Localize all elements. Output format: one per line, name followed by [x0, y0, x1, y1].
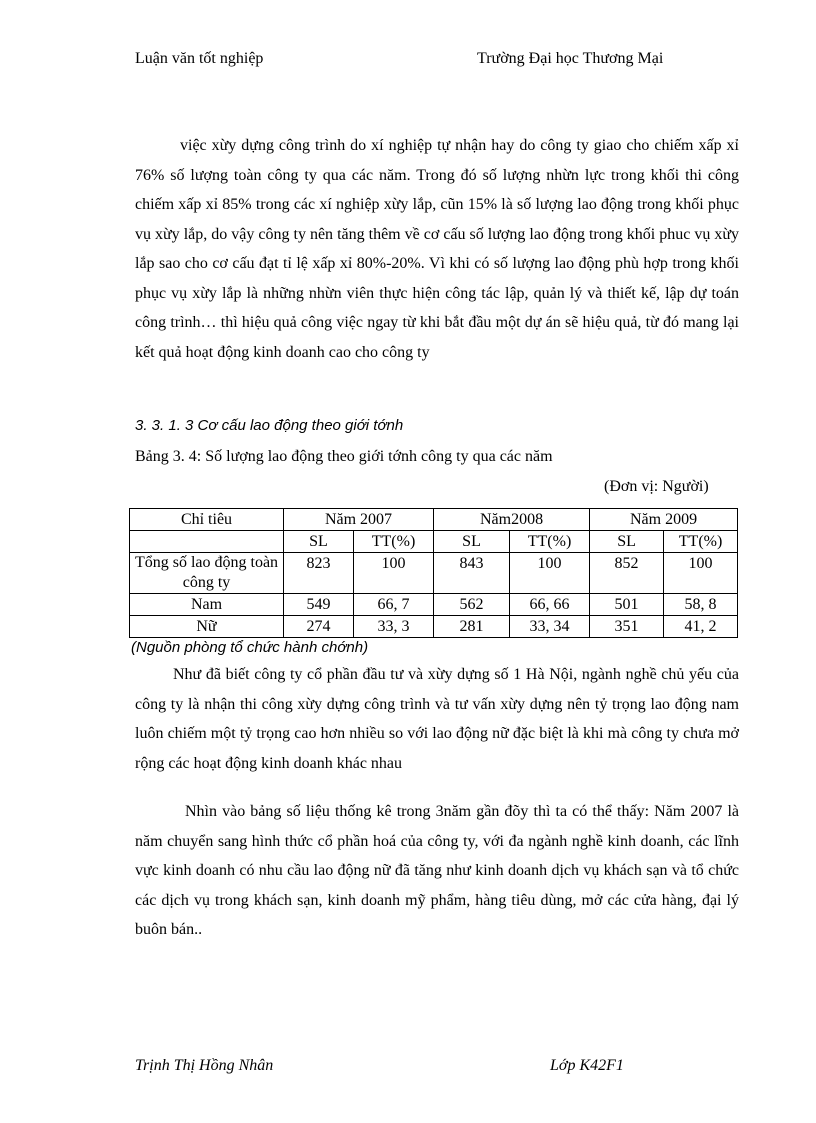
subheader-tt: TT(%): [510, 531, 590, 553]
table-caption: Bảng 3. 4: Số lượng lao động theo giới tớnh công ty qua các năm: [135, 448, 553, 465]
cell-value: 562: [434, 594, 510, 616]
cell-value: 843: [434, 553, 510, 594]
cell-value: 852: [590, 553, 664, 594]
cell-value: 281: [434, 616, 510, 638]
cell-value: 823: [284, 553, 354, 594]
table-source-note: (Nguồn phòng tổ chức hành chớnh): [131, 639, 369, 656]
subheader-sl: SL: [590, 531, 664, 553]
subheader-tt: TT(%): [354, 531, 434, 553]
header-year-2007: Năm 2007: [284, 509, 434, 531]
paragraph-3: Nhìn vào bảng số liệu thống kê trong 3năm gần đõy thì ta có thể thấy: Năm 2007 là năm chuyển sang hình thức cổ phần hoá của công ty, với đa ngành nghề kinh doanh, các lĩnh vực kinh doanh có nhu cầu lao động nữ đã tăng như kinh doanh dịch vụ khách sạn và tổ chức các dịch vụ trong khách sạn, kinh doanh mỹ phẩm, hàng tiêu dùng, mở các cửa hàng, đại lý buôn bán..: [135, 803, 739, 938]
cell-value: 66, 66: [510, 594, 590, 616]
table-header-row: [130, 509, 738, 531]
cell-value: 33, 34: [510, 616, 590, 638]
cell-value: 33, 3: [354, 616, 434, 638]
header-left-title: Luận văn tốt nghiệp: [135, 50, 264, 67]
footer-class: Lớp K42F1: [550, 1057, 624, 1074]
cell-value: 100: [510, 553, 590, 594]
header-indicator: Chỉ tiêu: [130, 509, 284, 531]
header-right-school: Trường Đại học Thương Mại: [477, 50, 664, 67]
header-year-2009: Năm 2009: [590, 509, 738, 531]
table-subheader-row: [130, 531, 738, 553]
labor-gender-table: [129, 508, 738, 638]
cell-value: 100: [354, 553, 434, 594]
cell-value: 100: [664, 553, 738, 594]
cell-value: 66, 7: [354, 594, 434, 616]
cell-value: 274: [284, 616, 354, 638]
cell-value: 351: [590, 616, 664, 638]
table-row-total: [130, 553, 738, 594]
table-row-male: [130, 594, 738, 616]
subheader-sl: SL: [434, 531, 510, 553]
paragraph-1: việc xừy dựng công trình do xí nghiệp tự nhận hay do công ty giao cho chiếm xấp xỉ 76% số lượng toàn công ty qua các năm. Trong đó số lượng nhừn lực trong khối thi công chiếm xấp xỉ 85% trong các xí nghiệp xừy lắp, cũn 15% là số lượng lao động trong khối phục vụ xừy lắp, do vậy công ty nên tăng thêm về cơ cấu số lượng lao động trong khối phuc vụ xừy lắp sao cho cơ cấu đạt tỉ lệ xấp xỉ 80%-20%. Vì khi có số lượng lao động phù hợp trong khối phục vụ xừy lắp là những nhừn viên thực hiện công tác lập, quản lý và thiết kế, lập dự toán công trình… thì hiệu quả công việc ngay từ khi bắt đầu một dự án sẽ hiệu quả, từ đó mang lại kết quả hoạt động kinh doanh cao cho công ty: [135, 137, 739, 361]
subheader-empty: [130, 531, 284, 553]
row-label-female: Nữ: [130, 616, 284, 638]
header-year-2008: Năm2008: [434, 509, 590, 531]
cell-value: 41, 2: [664, 616, 738, 638]
cell-value: 549: [284, 594, 354, 616]
paragraph-2: Như đã biết công ty cổ phần đầu tư và xừy dựng số 1 Hà Nội, ngành nghề chủ yếu của công ty là nhận thi công xừy dựng công trình và tư vấn xừy dựng nên tỷ trọng lao động nam luôn chiếm một tỷ trọng cao hơn nhiều so với lao động nữ đặc biệt là khi mà công ty chưa mở rộng các hoạt động kinh doanh khác nhau: [135, 666, 739, 772]
table-unit: (Đơn vị: Người): [604, 478, 709, 495]
subheader-sl: SL: [284, 531, 354, 553]
cell-value: 58, 8: [664, 594, 738, 616]
row-label-total: Tổng số lao động toàn công ty: [130, 553, 284, 594]
footer-author: Trịnh Thị Hồng Nhân: [135, 1057, 274, 1074]
subheader-tt: TT(%): [664, 531, 738, 553]
cell-value: 501: [590, 594, 664, 616]
section-heading: 3. 3. 1. 3 Cơ cấu lao động theo giới tớnh: [135, 417, 404, 434]
row-label-male: Nam: [130, 594, 284, 616]
table-row-female: [130, 616, 738, 638]
